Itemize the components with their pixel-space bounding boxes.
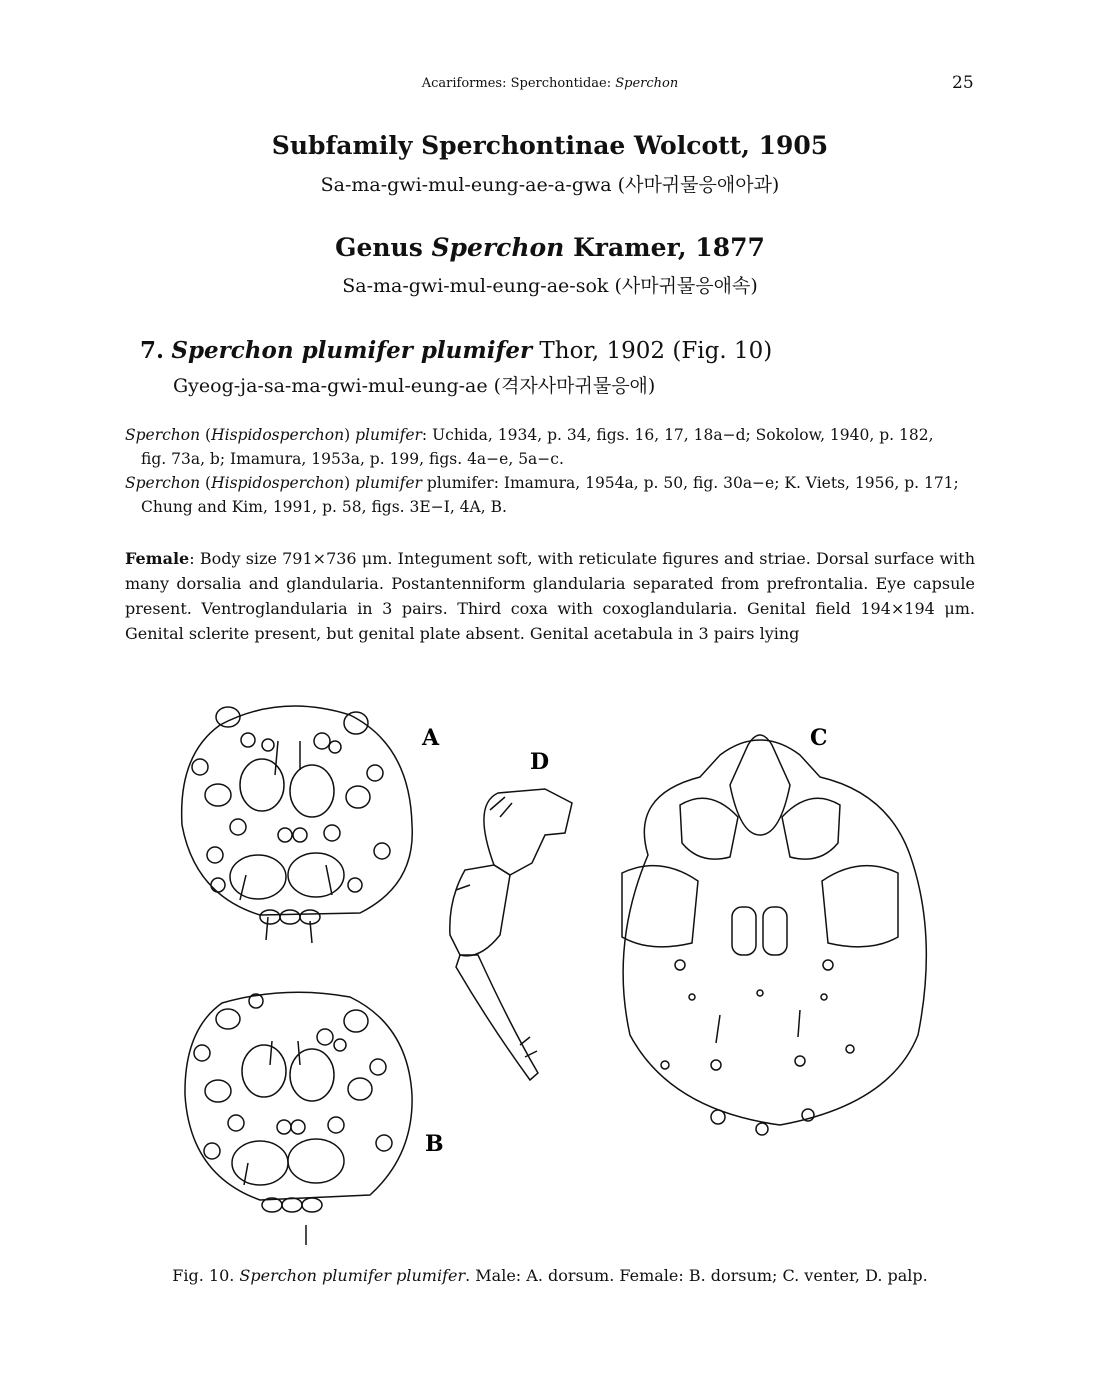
figure-10 <box>160 685 960 1250</box>
panel-c-venter-drawing <box>622 735 926 1135</box>
syn-refs-continued: Chung and Kim, 1991, p. 58, figs. 3E−I, 4A, B. <box>141 498 507 516</box>
label-d: D <box>530 749 550 775</box>
syn-refs-continued: fig. 73a, b; Imamura, 1953a, p. 199, figs. 4a−e, 5a−c. <box>141 450 564 468</box>
syn-genus: Sperchon <box>125 426 201 444</box>
genus-prefix: Genus <box>335 233 432 262</box>
subfamily-title: Subfamily Sperchontinae Wolcott, 1905 <box>271 131 829 160</box>
caption-text: . Male: A. dorsum. Female: B. dorsum; C. venter, D. palp. <box>465 1266 928 1285</box>
genus-name: Sperchon <box>431 233 565 262</box>
syn-refs: : Imamura, 1954a, p. 50, fig. 30a−e; K. Viets, 1956, p. 171; <box>493 474 959 492</box>
running-head <box>0 76 1100 91</box>
description-paragraph <box>125 546 975 646</box>
syn-species: plumifer <box>355 474 422 492</box>
species-korean: Gyeog-ja-sa-ma-gwi-mul-eung-ae (격자사마귀물응애) <box>173 375 656 397</box>
panel-b-dorsum-drawing <box>185 992 412 1245</box>
label-b: B <box>425 1131 444 1157</box>
genus-author: Kramer, 1877 <box>564 233 765 262</box>
synonymy-entry: Sperchon (Hispidosperchon) plumifer: Uchida, 1934, p. 34, figs. 16, 17, 18a−d; Sokolow, 1940, p. 182, fig. 73a, b; Imamura, 1953a, p. 199, figs. 4a−e, 5a−c. <box>125 423 975 471</box>
figure-caption <box>0 1266 1100 1285</box>
species-heading <box>140 337 772 364</box>
caption-prefix: Fig. 10. <box>172 1266 240 1285</box>
label-c: C <box>810 725 828 751</box>
panel-a-dorsum-drawing <box>182 706 413 943</box>
species-number: 7. <box>140 337 165 364</box>
panel-d-palp-drawing <box>450 789 572 1080</box>
subfamily-korean: Sa-ma-gwi-mul-eung-ae-a-gwa (사마귀물응애아과) <box>320 174 780 196</box>
page-number: 25 <box>952 73 974 93</box>
description-label: Female <box>125 549 190 568</box>
species-author: Thor, 1902 (Fig. 10) <box>532 338 773 364</box>
syn-genus: Sperchon <box>125 474 201 492</box>
syn-subgenus: Hispidosperchon <box>211 474 345 492</box>
syn-subgenus: Hispidosperchon <box>211 426 345 444</box>
genus-korean: Sa-ma-gwi-mul-eung-ae-sok (사마귀물응애속) <box>342 275 758 297</box>
syn-species: plumifer <box>355 426 422 444</box>
genus-title <box>0 233 1100 262</box>
syn-subspecies: plumifer <box>421 474 494 492</box>
running-head-text: Acariformes: Sperchontidae: <box>421 76 616 91</box>
running-head-genus: Sperchon <box>615 76 679 91</box>
syn-refs: : Uchida, 1934, p. 34, figs. 16, 17, 18a−d; Sokolow, 1940, p. 182, <box>421 426 934 444</box>
synonymy-entry: Sperchon (Hispidosperchon) plumifer plumifer: Imamura, 1954a, p. 50, fig. 30a−e; K. Viets, 1956, p. 171; Chung and Kim, 1991, p. 58, figs. 3E−I, 4A, B. <box>125 471 975 519</box>
label-a: A <box>422 725 440 751</box>
description-text: : Body size 791×736 μm. Integument soft, with reticulate figures and striae. Dorsal surface with many dorsalia and glandularia. Postantenniform glandularia separated from prefrontalia. Eye capsule present. Ventroglandularia in 3 pairs. Third coxa with coxoglandularia. Genital field 194×194 μm. Genital sclerite present, but genital plate absent. Genital acetabula in 3 pairs lying <box>125 549 975 643</box>
species-name: Sperchon plumifer plumifer <box>171 337 533 364</box>
caption-species: Sperchon plumifer plumifer <box>239 1266 466 1285</box>
